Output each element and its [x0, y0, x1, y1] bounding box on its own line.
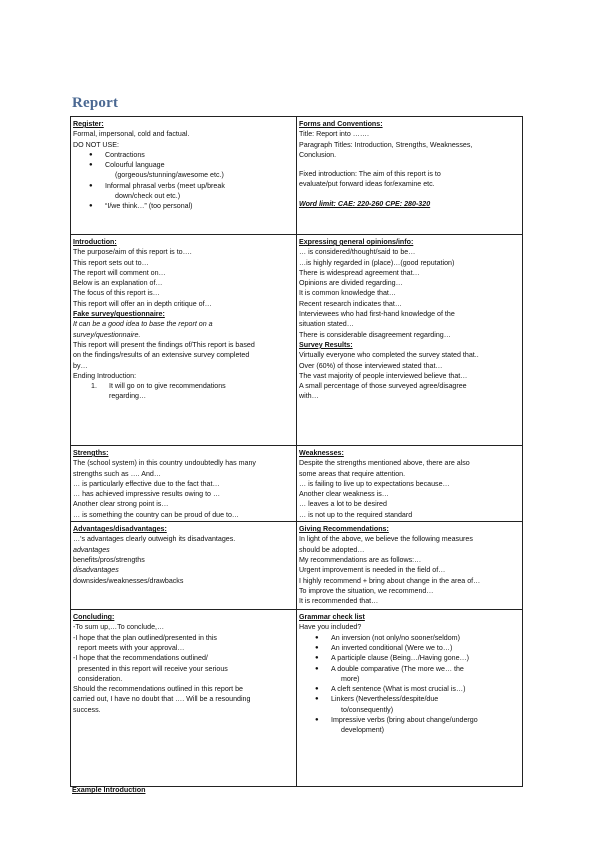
bullet-item: ● Colourful language: [73, 160, 294, 170]
concluding-line: Should the recommendations outlined in this report be: [73, 685, 243, 694]
bullet-item: ● “I/we think…” (too personal): [73, 201, 294, 211]
word-limit: Word limit: CAE: 220-260 CPE: 280-320: [299, 199, 431, 208]
strength-line: … is something the country can be proud of due to…: [73, 510, 240, 519]
intro-line: The report will comment on…: [73, 268, 166, 277]
item-number: 1.: [91, 382, 97, 391]
checklist-item: ● Linkers (Nevertheless/despite/due: [299, 694, 520, 704]
table-row: [71, 610, 523, 787]
advantage-line: benefits/pros/strengths: [73, 555, 145, 564]
concluding-line: success.: [73, 705, 101, 714]
strengths-cell: [71, 446, 297, 522]
bullet-item: ● Informal phrasal verbs (meet up/break: [73, 181, 294, 191]
intro-line: Ending Introduction:: [73, 371, 137, 380]
checklist-item: ● A double comparative (The more we… the: [299, 664, 520, 674]
weakness-line: Despite the strengths mentioned above, there are also: [299, 459, 470, 468]
concluding-line: -To sum up,…To conclude,…: [73, 623, 165, 632]
checklist-continuation: more): [341, 674, 360, 683]
recommendation-line: It is recommended that…: [299, 597, 379, 606]
weakness-line: … leaves a lot to be desired: [299, 500, 387, 509]
numbered-continuation: regarding…: [109, 392, 147, 401]
forms-heading: Forms and Conventions:: [299, 120, 383, 128]
bullet-item: ● Contractions: [73, 150, 294, 160]
advantage-line: downsides/weaknesses/drawbacks: [73, 576, 184, 585]
opinion-line: It is common knowledge that…: [299, 289, 396, 298]
intro-tip: survey/questionnaire.: [73, 330, 141, 339]
concluding-line: report meets with your approval…: [78, 643, 185, 652]
page-title: Report: [72, 95, 119, 111]
opinions-heading: Expressing general opinions/info:: [299, 238, 414, 246]
intro-line: The focus of this report is…: [73, 289, 160, 298]
table-row: [71, 446, 523, 522]
checklist-item: ● An inversion (not only/no sooner/seldom): [299, 633, 520, 643]
opinion-line: Interviewees who had first-hand knowledge of the: [299, 310, 455, 319]
intro-line: by…: [73, 361, 88, 370]
advantages-heading: Advantages/disadvantages:: [73, 525, 167, 534]
concluding-heading: Concluding:: [73, 613, 115, 622]
opinion-line: There is considerable disagreement regarding…: [299, 330, 451, 339]
concluding-line: -I hope that the plan outlined/presented in this: [73, 633, 217, 642]
strength-line: strengths such as …. And…: [73, 469, 161, 478]
table-row: [71, 117, 523, 235]
intro-line: This report will offer an in depth critique of…: [73, 299, 212, 308]
checklist-item: ● A participle clause (Being…/Having gone…): [299, 653, 520, 663]
weakness-line: Another clear weakness is…: [299, 490, 389, 499]
fake-survey-heading: Fake survey/questionnaire:: [73, 310, 165, 319]
recommendation-line: To improve the situation, we recommend…: [299, 586, 434, 595]
opinion-line: situation stated…: [299, 320, 354, 329]
advantage-line: …'s advantages clearly outweigh its disadvantages.: [73, 535, 236, 544]
opinion-line: …is highly regarded in (place)…(good reputation): [299, 258, 455, 267]
recommendation-line: I highly recommend + bring about change in the area of…: [299, 576, 481, 585]
advantages-cell: [71, 522, 297, 610]
forms-line: evaluate/put forward ideas for/examine etc.: [299, 180, 435, 189]
intro-line: Below is an explanation of…: [73, 279, 163, 288]
opinion-line: … is considered/thought/said to be…: [299, 248, 416, 257]
intro-line: on the findings/results of an extensive survey completed: [73, 351, 250, 360]
concluding-line: presented in this report will receive your serious: [78, 664, 228, 673]
weaknesses-cell: [297, 446, 523, 522]
introduction-cell: [71, 235, 297, 446]
recommendation-line: In light of the above, we believe the following measures: [299, 535, 473, 544]
recommendations-heading: Giving Recommendations:: [299, 525, 389, 534]
report-table: [70, 116, 523, 787]
strength-line: The (school system) in this country undoubtedly has many: [73, 459, 256, 468]
strength-line: … has achieved impressive results owing to …: [73, 490, 221, 499]
register-cell: [71, 117, 297, 235]
forms-line: Title: Report into …….: [299, 130, 369, 139]
table-row: [71, 522, 523, 610]
concluding-line: carried out, I have no doubt that …. Will be a resounding: [73, 695, 251, 704]
concluding-cell: [71, 610, 297, 787]
item-text: It will go on to give recommendations: [109, 382, 226, 391]
weaknesses-heading: Weaknesses:: [299, 449, 344, 457]
opinion-line: Opinions are divided regarding…: [299, 279, 403, 288]
strength-line: … is particularly effective due to the fact that…: [73, 479, 220, 488]
advantage-label: advantages: [73, 545, 110, 554]
disadvantage-label: disadvantages: [73, 566, 119, 575]
forms-line: Conclusion.: [299, 150, 337, 159]
intro-line: The purpose/aim of this report is to….: [73, 248, 192, 257]
register-line: Formal, impersonal, cold and factual.: [73, 130, 190, 139]
checklist-item: ● Impressive verbs (bring about change/undergo: [299, 715, 520, 725]
register-heading: Register:: [73, 120, 104, 128]
table-row: [71, 235, 523, 446]
grammar-heading: Grammar check list: [299, 613, 365, 622]
weakness-line: some areas that require attention.: [299, 469, 406, 478]
weakness-line: … is failing to live up to expectations because…: [299, 479, 450, 488]
recommendations-cell: [297, 522, 523, 610]
concluding-line: -I hope that the recommendations outlined/: [73, 654, 208, 663]
survey-line: with…: [299, 392, 319, 401]
bullet-continuation: down/check out etc.): [115, 192, 181, 201]
strengths-heading: Strengths:: [73, 449, 109, 457]
bullet-continuation: (gorgeous/stunning/awesome etc.): [115, 171, 224, 180]
checklist-item: ● An inverted conditional (Were we to…): [299, 643, 520, 653]
grammar-intro: Have you included?: [299, 623, 362, 632]
grammar-cell: [297, 610, 523, 787]
recommendation-line: My recommendations are as follows:…: [299, 555, 422, 564]
opinion-line: There is widespread agreement that…: [299, 268, 420, 277]
recommendation-line: Urgent improvement is needed in the field of…: [299, 566, 446, 575]
checklist-continuation: to/consequently): [341, 705, 394, 714]
forms-line: Paragraph Titles: Introduction, Strengths, Weaknesses,: [299, 140, 473, 149]
intro-line: This report will present the findings of/This report is based: [73, 340, 255, 349]
checklist-item: ● A cleft sentence (What is most crucial is…): [299, 684, 520, 694]
intro-tip: It can be a good idea to base the report on a: [73, 320, 213, 329]
register-line: DO NOT USE:: [73, 140, 119, 149]
survey-line: The vast majority of people interviewed believe that…: [299, 371, 468, 380]
survey-results-heading: Survey Results:: [299, 340, 353, 349]
weakness-line: … is not up to the required standard: [299, 510, 413, 519]
forms-line: Fixed introduction: The aim of this report is to: [299, 170, 441, 179]
opinion-line: Recent research indicates that…: [299, 299, 402, 308]
opinions-cell: [297, 235, 523, 446]
forms-cell: [297, 117, 523, 235]
example-introduction-heading: Example Introduction: [72, 785, 146, 794]
introduction-heading: Introduction:: [73, 238, 117, 246]
survey-line: Virtually everyone who completed the survey stated that..: [299, 351, 479, 360]
strength-line: Another clear strong point is…: [73, 500, 169, 509]
survey-line: Over (60%) of those interviewed stated that…: [299, 361, 443, 370]
recommendation-line: should be adopted…: [299, 545, 365, 554]
concluding-line: consideration.: [78, 674, 123, 683]
intro-line: This report sets out to…: [73, 258, 149, 267]
numbered-item: [73, 381, 294, 391]
checklist-continuation: development): [341, 726, 384, 735]
survey-line: A small percentage of those surveyed agree/disagree: [299, 382, 467, 391]
